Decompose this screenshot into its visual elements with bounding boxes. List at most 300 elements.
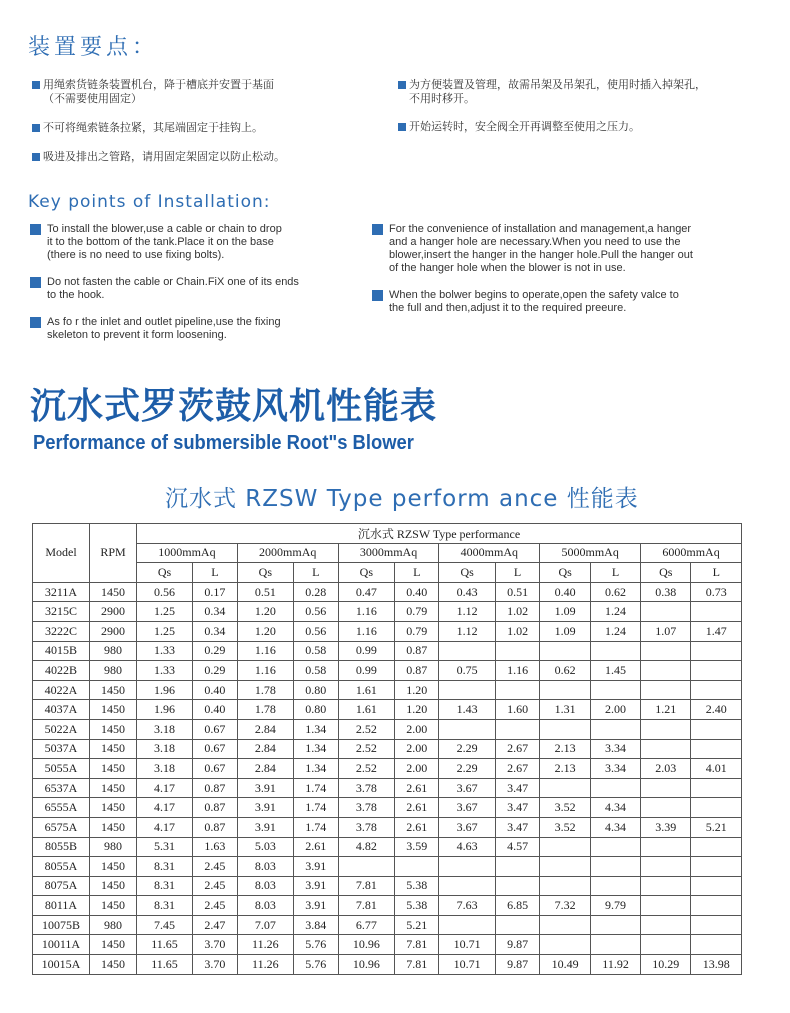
value-cell: 0.40 xyxy=(193,700,238,720)
value-cell xyxy=(691,837,742,857)
l-header: L xyxy=(193,563,238,583)
cn-installation-heading: 装置要点： xyxy=(28,35,159,60)
value-cell: 3.59 xyxy=(395,837,439,857)
table-row xyxy=(33,759,742,779)
rpm-cell: 1450 xyxy=(90,857,137,877)
value-cell: 0.56 xyxy=(293,621,338,641)
value-cell: 6.77 xyxy=(338,915,394,935)
table-row xyxy=(33,700,742,720)
value-cell: 1.74 xyxy=(293,817,338,837)
value-cell: 5.76 xyxy=(293,955,338,975)
value-cell: 0.34 xyxy=(193,602,238,622)
performance-table xyxy=(32,523,742,975)
value-cell xyxy=(641,837,691,857)
value-cell: 7.07 xyxy=(237,915,293,935)
value-cell: 1.24 xyxy=(591,621,641,641)
bullet-square-icon xyxy=(32,124,40,132)
value-cell: 5.38 xyxy=(395,896,439,916)
value-cell: 2.47 xyxy=(193,915,238,935)
value-cell: 0.40 xyxy=(395,582,439,602)
value-cell: 1.47 xyxy=(691,621,742,641)
en-note xyxy=(30,316,370,342)
value-cell: 3.18 xyxy=(137,739,193,759)
value-cell: 3.91 xyxy=(237,778,293,798)
rpm-cell: 980 xyxy=(90,661,137,681)
value-cell: 4.34 xyxy=(591,817,641,837)
sub-header-row xyxy=(33,563,742,583)
rpm-cell: 1450 xyxy=(90,955,137,975)
value-cell: 4.17 xyxy=(137,798,193,818)
cn-note xyxy=(32,121,377,135)
value-cell xyxy=(495,680,539,700)
value-cell: 1.20 xyxy=(237,602,293,622)
value-cell: 5.38 xyxy=(395,876,439,896)
value-cell: 4.82 xyxy=(338,837,394,857)
value-cell: 0.79 xyxy=(395,621,439,641)
table-row xyxy=(33,876,742,896)
value-cell: 1.02 xyxy=(495,602,539,622)
value-cell: 0.79 xyxy=(395,602,439,622)
model-cell: 6575A xyxy=(33,817,90,837)
qs-header: Qs xyxy=(338,563,394,583)
value-cell: 1.20 xyxy=(237,621,293,641)
value-cell: 5.76 xyxy=(293,935,338,955)
value-cell xyxy=(641,896,691,916)
model-cell: 5037A xyxy=(33,739,90,759)
value-cell: 0.87 xyxy=(193,817,238,837)
value-cell: 1.34 xyxy=(293,719,338,739)
value-cell: 2.61 xyxy=(395,817,439,837)
value-cell xyxy=(641,661,691,681)
model-cell: 3215C xyxy=(33,602,90,622)
rpm-cell: 1450 xyxy=(90,582,137,602)
value-cell: 0.87 xyxy=(193,798,238,818)
value-cell xyxy=(641,719,691,739)
value-cell xyxy=(641,876,691,896)
value-cell: 3.47 xyxy=(495,798,539,818)
value-cell: 2.29 xyxy=(439,759,495,779)
value-cell: 3.67 xyxy=(439,798,495,818)
value-cell: 2.45 xyxy=(193,896,238,916)
value-cell xyxy=(439,641,495,661)
cn-note-text: 吸进及排出之管路，请用固定架固定以防止松动。 xyxy=(43,150,285,163)
value-cell xyxy=(641,935,691,955)
value-cell: 3.34 xyxy=(591,739,641,759)
value-cell: 1.34 xyxy=(293,739,338,759)
value-cell: 1.09 xyxy=(540,602,591,622)
value-cell: 3.91 xyxy=(293,876,338,896)
value-cell: 1.16 xyxy=(237,641,293,661)
value-cell xyxy=(691,857,742,877)
value-cell: 0.40 xyxy=(540,582,591,602)
value-cell: 2.29 xyxy=(439,739,495,759)
value-cell: 1.61 xyxy=(338,700,394,720)
value-cell: 4.17 xyxy=(137,817,193,837)
value-cell xyxy=(591,876,641,896)
table-row xyxy=(33,955,742,975)
value-cell xyxy=(591,837,641,857)
table-row xyxy=(33,896,742,916)
l-header: L xyxy=(293,563,338,583)
value-cell: 1.43 xyxy=(439,700,495,720)
value-cell: 13.98 xyxy=(691,955,742,975)
value-cell xyxy=(591,719,641,739)
model-cell: 5022A xyxy=(33,719,90,739)
pressure-header: 4000mmAq xyxy=(439,543,540,563)
value-cell: 0.87 xyxy=(193,778,238,798)
value-cell xyxy=(540,935,591,955)
value-cell: 2.03 xyxy=(641,759,691,779)
model-cell: 3222C xyxy=(33,621,90,641)
value-cell xyxy=(540,719,591,739)
value-cell: 4.01 xyxy=(691,759,742,779)
rpm-cell: 1450 xyxy=(90,817,137,837)
en-note xyxy=(372,289,762,315)
value-cell: 1.20 xyxy=(395,680,439,700)
value-cell: 10.29 xyxy=(641,955,691,975)
value-cell: 4.57 xyxy=(495,837,539,857)
rpm-cell: 1450 xyxy=(90,778,137,798)
cn-note-text: 开始运转时，安全阀全开再调整至使用之压力。 xyxy=(409,120,640,133)
table-row xyxy=(33,680,742,700)
value-cell: 1.16 xyxy=(338,621,394,641)
rpm-cell: 980 xyxy=(90,837,137,857)
value-cell: 2.61 xyxy=(395,798,439,818)
value-cell: 7.81 xyxy=(395,935,439,955)
value-cell xyxy=(495,915,539,935)
cn-note-text: 用绳索货链条装置机台，降于槽底并安置于基面 （不需要使用固定） xyxy=(43,78,274,105)
value-cell xyxy=(540,680,591,700)
value-cell xyxy=(495,857,539,877)
value-cell: 0.51 xyxy=(495,582,539,602)
value-cell: 10.96 xyxy=(338,955,394,975)
value-cell: 0.51 xyxy=(237,582,293,602)
value-cell xyxy=(641,641,691,661)
value-cell: 6.85 xyxy=(495,896,539,916)
value-cell: 3.91 xyxy=(237,817,293,837)
table-row xyxy=(33,778,742,798)
value-cell: 0.29 xyxy=(193,661,238,681)
en-installation-heading: Key points of Installation: xyxy=(28,192,271,212)
qs-header: Qs xyxy=(540,563,591,583)
value-cell: 1.31 xyxy=(540,700,591,720)
qs-header: Qs xyxy=(137,563,193,583)
rpm-cell: 2900 xyxy=(90,621,137,641)
en-note xyxy=(372,223,762,275)
value-cell xyxy=(495,719,539,739)
value-cell: 1.12 xyxy=(439,602,495,622)
value-cell xyxy=(691,719,742,739)
value-cell: 0.58 xyxy=(293,661,338,681)
l-header: L xyxy=(395,563,439,583)
value-cell: 10.71 xyxy=(439,955,495,975)
value-cell: 2.52 xyxy=(338,719,394,739)
value-cell: 8.03 xyxy=(237,857,293,877)
value-cell: 11.26 xyxy=(237,955,293,975)
value-cell: 2.52 xyxy=(338,759,394,779)
l-header: L xyxy=(591,563,641,583)
table-row xyxy=(33,602,742,622)
pressure-header: 1000mmAq xyxy=(137,543,238,563)
value-cell xyxy=(495,876,539,896)
value-cell: 4.17 xyxy=(137,778,193,798)
value-cell xyxy=(691,935,742,955)
qs-header: Qs xyxy=(237,563,293,583)
value-cell: 4.34 xyxy=(591,798,641,818)
value-cell: 2.00 xyxy=(395,759,439,779)
value-cell xyxy=(691,778,742,798)
value-cell: 2.40 xyxy=(691,700,742,720)
cn-notes-right xyxy=(398,78,768,148)
value-cell: 1.74 xyxy=(293,778,338,798)
value-cell: 10.71 xyxy=(439,935,495,955)
value-cell: 1.16 xyxy=(495,661,539,681)
rpm-cell: 1450 xyxy=(90,700,137,720)
table-title: 沉水式 RZSW Type perform ance 性能表 xyxy=(165,486,639,512)
cn-note xyxy=(398,120,768,134)
value-cell: 1.33 xyxy=(137,641,193,661)
value-cell xyxy=(591,641,641,661)
value-cell: 0.73 xyxy=(691,582,742,602)
value-cell: 2.00 xyxy=(395,739,439,759)
value-cell: 10.49 xyxy=(540,955,591,975)
model-cell: 10015A xyxy=(33,955,90,975)
value-cell: 1.24 xyxy=(591,602,641,622)
value-cell: 3.91 xyxy=(293,896,338,916)
en-note-text: To install the blower,use a cable or chain to drop it to the bottom of the tank.Place it on the base (there is no need to use fixing bolts). xyxy=(47,223,282,261)
performance-title-cn: 沉水式罗茨鼓风机性能表 xyxy=(30,386,438,427)
value-cell xyxy=(540,778,591,798)
table-body xyxy=(33,582,742,974)
value-cell: 0.56 xyxy=(293,602,338,622)
value-cell: 3.78 xyxy=(338,778,394,798)
bullet-square-icon xyxy=(398,81,406,89)
en-note-text: For the convenience of installation and management,a hanger and a hanger hole are necessary.When you need to use the blower,insert the hanger in the hanger hole.Pull the hanger out of the hanger hole when the blower is not in use. xyxy=(389,223,693,274)
value-cell xyxy=(338,857,394,877)
value-cell: 0.87 xyxy=(395,661,439,681)
value-cell: 3.47 xyxy=(495,778,539,798)
value-cell: 2.45 xyxy=(193,876,238,896)
value-cell xyxy=(395,857,439,877)
value-cell xyxy=(540,857,591,877)
value-cell: 0.87 xyxy=(395,641,439,661)
value-cell: 0.75 xyxy=(439,661,495,681)
value-cell: 11.26 xyxy=(237,935,293,955)
value-cell: 3.47 xyxy=(495,817,539,837)
pressure-header: 2000mmAq xyxy=(237,543,338,563)
table-row xyxy=(33,621,742,641)
model-cell: 4022A xyxy=(33,680,90,700)
value-cell: 3.78 xyxy=(338,817,394,837)
value-cell: 7.32 xyxy=(540,896,591,916)
value-cell: 2.13 xyxy=(540,739,591,759)
value-cell: 1.78 xyxy=(237,680,293,700)
en-note xyxy=(30,223,370,262)
rpm-cell: 1450 xyxy=(90,759,137,779)
value-cell: 1.74 xyxy=(293,798,338,818)
cn-note xyxy=(32,78,377,106)
cn-note xyxy=(398,78,768,106)
pressure-header: 5000mmAq xyxy=(540,543,641,563)
value-cell: 1.33 xyxy=(137,661,193,681)
value-cell: 0.17 xyxy=(193,582,238,602)
bullet-square-icon xyxy=(372,224,383,235)
value-cell: 9.87 xyxy=(495,955,539,975)
table-row xyxy=(33,739,742,759)
value-cell: 1.12 xyxy=(439,621,495,641)
en-note-text: Do not fasten the cable or Chain.FiX one of its ends to the hook. xyxy=(47,276,299,301)
value-cell xyxy=(540,837,591,857)
value-cell xyxy=(641,915,691,935)
value-cell: 8.31 xyxy=(137,876,193,896)
model-cell: 8011A xyxy=(33,896,90,916)
value-cell xyxy=(439,915,495,935)
value-cell xyxy=(641,798,691,818)
rpm-cell: 1450 xyxy=(90,680,137,700)
table-row xyxy=(33,641,742,661)
l-header: L xyxy=(691,563,742,583)
value-cell: 7.45 xyxy=(137,915,193,935)
value-cell xyxy=(641,857,691,877)
value-cell xyxy=(591,680,641,700)
model-cell: 4022B xyxy=(33,661,90,681)
bullet-square-icon xyxy=(32,81,40,89)
value-cell: 2.61 xyxy=(395,778,439,798)
table-row xyxy=(33,857,742,877)
value-cell: 0.80 xyxy=(293,700,338,720)
value-cell: 11.65 xyxy=(137,935,193,955)
table-caption: 沉水式 RZSW Type performance xyxy=(137,524,742,544)
en-notes-right xyxy=(372,223,762,329)
value-cell: 9.87 xyxy=(495,935,539,955)
value-cell: 2.52 xyxy=(338,739,394,759)
value-cell: 1.34 xyxy=(293,759,338,779)
model-cell: 8055B xyxy=(33,837,90,857)
model-cell: 8055A xyxy=(33,857,90,877)
bullet-square-icon xyxy=(30,317,41,328)
value-cell: 2.13 xyxy=(540,759,591,779)
pressure-header: 3000mmAq xyxy=(338,543,439,563)
table-row xyxy=(33,817,742,837)
model-cell: 4015B xyxy=(33,641,90,661)
value-cell xyxy=(641,602,691,622)
bullet-square-icon xyxy=(30,224,41,235)
bullet-square-icon xyxy=(32,153,40,161)
value-cell: 5.21 xyxy=(395,915,439,935)
value-cell: 3.78 xyxy=(338,798,394,818)
value-cell: 1.20 xyxy=(395,700,439,720)
pressure-header: 6000mmAq xyxy=(641,543,742,563)
cn-note-text: 不可将绳索链条拉紧，其尾端固定于挂钩上。 xyxy=(43,121,263,134)
value-cell: 1.78 xyxy=(237,700,293,720)
value-cell: 11.92 xyxy=(591,955,641,975)
rpm-cell: 1450 xyxy=(90,935,137,955)
value-cell: 0.56 xyxy=(137,582,193,602)
value-cell: 0.62 xyxy=(540,661,591,681)
header-rpm: RPM xyxy=(90,524,137,583)
value-cell: 2.67 xyxy=(495,759,539,779)
value-cell: 3.18 xyxy=(137,719,193,739)
value-cell: 8.31 xyxy=(137,857,193,877)
bullet-square-icon xyxy=(398,123,406,131)
value-cell: 1.16 xyxy=(237,661,293,681)
value-cell: 0.67 xyxy=(193,719,238,739)
value-cell: 8.31 xyxy=(137,896,193,916)
rpm-cell: 980 xyxy=(90,641,137,661)
table-row xyxy=(33,719,742,739)
value-cell: 1.25 xyxy=(137,621,193,641)
table-row xyxy=(33,837,742,857)
cn-notes-left xyxy=(32,78,377,179)
l-header: L xyxy=(495,563,539,583)
value-cell xyxy=(495,641,539,661)
value-cell: 3.67 xyxy=(439,778,495,798)
value-cell: 1.60 xyxy=(495,700,539,720)
value-cell: 0.38 xyxy=(641,582,691,602)
model-cell: 8075A xyxy=(33,876,90,896)
rpm-cell: 2900 xyxy=(90,602,137,622)
value-cell: 1.09 xyxy=(540,621,591,641)
table-row xyxy=(33,582,742,602)
value-cell xyxy=(439,876,495,896)
value-cell: 3.70 xyxy=(193,935,238,955)
value-cell: 3.91 xyxy=(237,798,293,818)
model-cell: 4037A xyxy=(33,700,90,720)
value-cell xyxy=(540,641,591,661)
value-cell xyxy=(439,680,495,700)
value-cell: 2.45 xyxy=(193,857,238,877)
value-cell: 2.00 xyxy=(591,700,641,720)
value-cell: 0.28 xyxy=(293,582,338,602)
model-cell: 3211A xyxy=(33,582,90,602)
model-cell: 5055A xyxy=(33,759,90,779)
model-cell: 6555A xyxy=(33,798,90,818)
value-cell xyxy=(691,680,742,700)
value-cell xyxy=(591,778,641,798)
value-cell: 3.84 xyxy=(293,915,338,935)
value-cell: 4.63 xyxy=(439,837,495,857)
value-cell: 0.34 xyxy=(193,621,238,641)
value-cell: 7.81 xyxy=(338,876,394,896)
value-cell: 1.21 xyxy=(641,700,691,720)
value-cell: 3.70 xyxy=(193,955,238,975)
value-cell: 2.00 xyxy=(395,719,439,739)
value-cell: 1.61 xyxy=(338,680,394,700)
value-cell: 0.67 xyxy=(193,739,238,759)
value-cell: 2.67 xyxy=(495,739,539,759)
value-cell xyxy=(691,661,742,681)
cn-note-text: 为方便装置及管理，故需吊架及吊架孔，使用时插入掉架孔， 不用时移开。 xyxy=(409,78,706,105)
value-cell xyxy=(641,739,691,759)
table-row xyxy=(33,661,742,681)
en-notes-left xyxy=(30,223,370,356)
rpm-cell: 1450 xyxy=(90,798,137,818)
value-cell: 1.45 xyxy=(591,661,641,681)
value-cell: 0.58 xyxy=(293,641,338,661)
value-cell: 8.03 xyxy=(237,876,293,896)
value-cell: 0.62 xyxy=(591,582,641,602)
value-cell: 0.80 xyxy=(293,680,338,700)
value-cell: 10.96 xyxy=(338,935,394,955)
value-cell: 5.21 xyxy=(691,817,742,837)
value-cell xyxy=(691,798,742,818)
value-cell: 3.67 xyxy=(439,817,495,837)
value-cell: 11.65 xyxy=(137,955,193,975)
rpm-cell: 980 xyxy=(90,915,137,935)
value-cell: 1.96 xyxy=(137,700,193,720)
value-cell: 2.84 xyxy=(237,739,293,759)
value-cell xyxy=(540,876,591,896)
